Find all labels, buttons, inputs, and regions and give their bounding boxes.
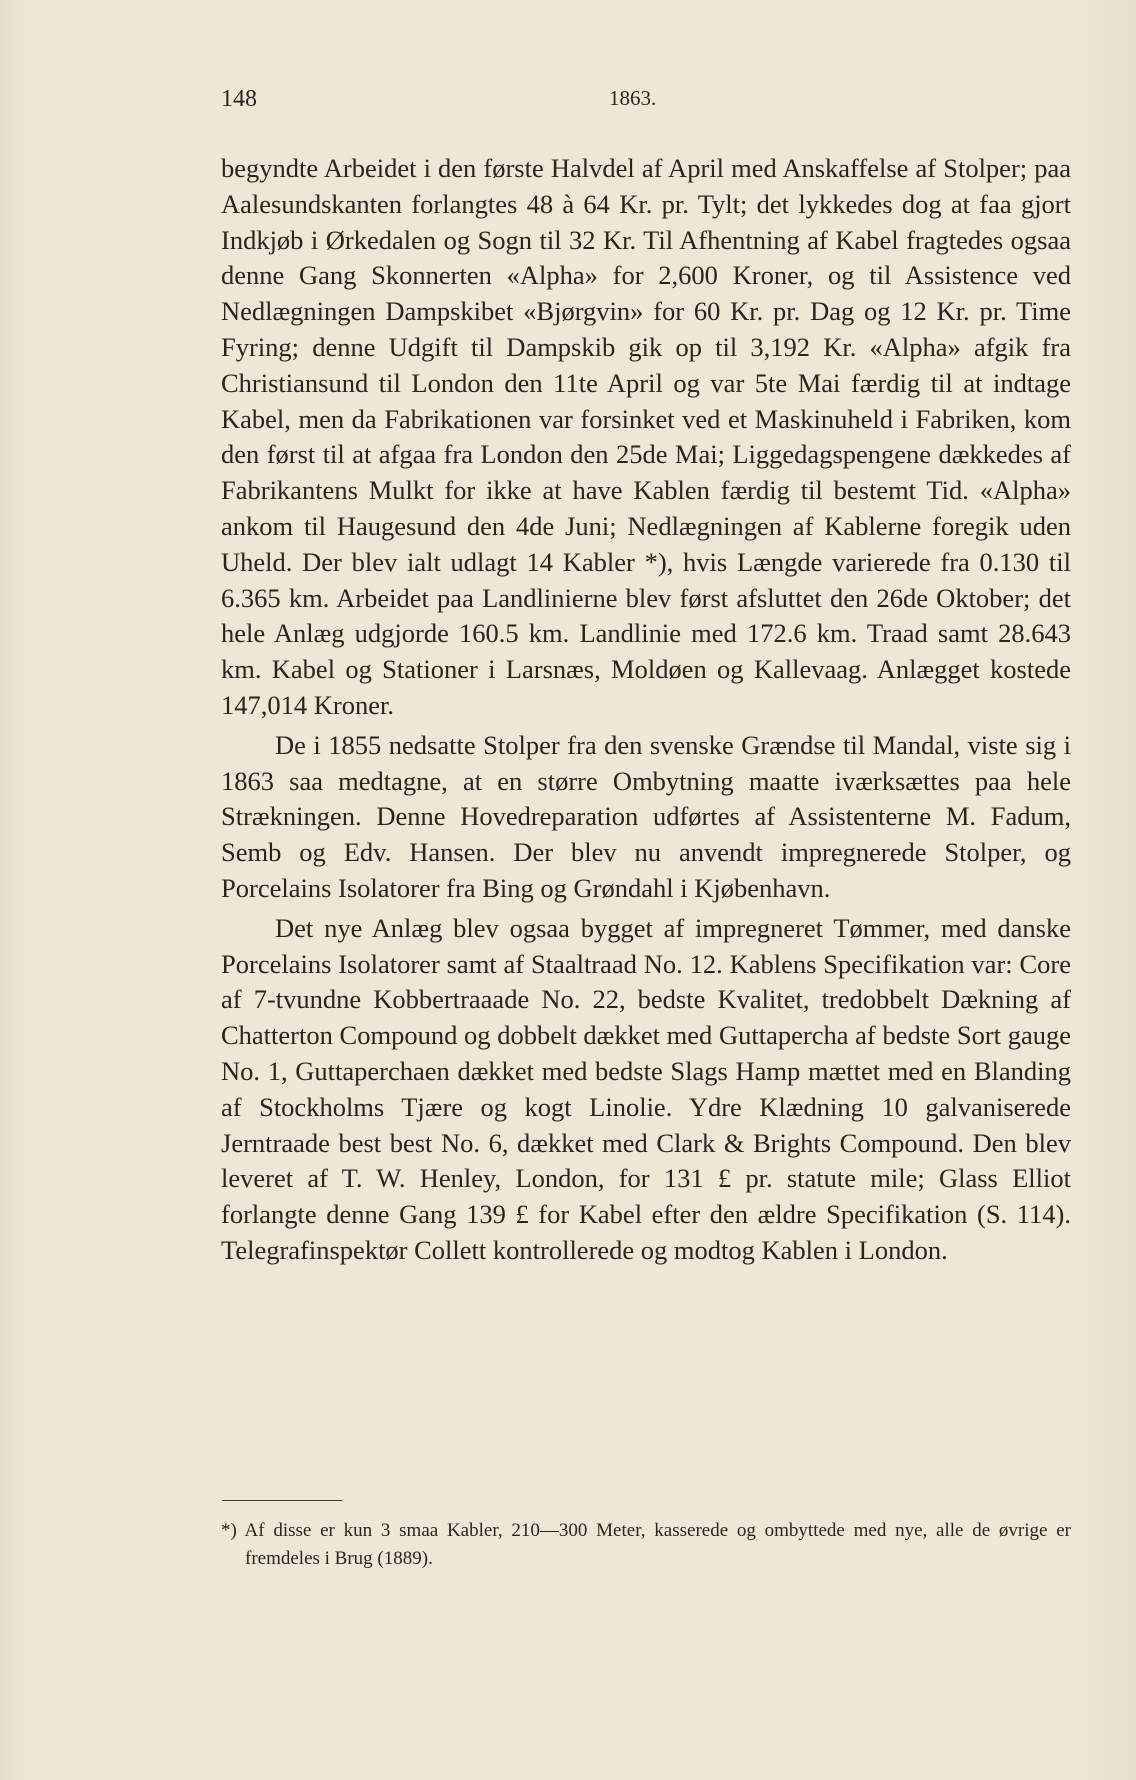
running-title: 1863.: [609, 86, 657, 110]
paragraph: Det nye Anlæg blev ogsaa bygget af impregneret Tømmer, med danske Porcelains Isolatorer samt af Staaltraad No. 12. Kablens Specifikation var: Core af 7-tvundne Kobbertraaade No. 22, bedste Kvalitet, tredobbelt Dækning af Chatterton Compound og dobbelt dækket med Guttapercha af bedste Sort gauge No. 1, Guttaperchaen dækket med bedste Slags Hamp mættet med en Blanding af Stockholms Tjære og kogt Linolie. Ydre Klædning 10 galvaniserede Jerntraade best best No. 6, dækket med Clark & Brights Compound. Den blev leveret af T. W. Henley, London, for 131 £ pr. statute mile; Glass Elliot forlangte denne Gang 139 £ for Kabel efter den ældre Specifikation (S. 114). Telegrafinspektør Collett kontrollerede og modtog Kablen i London.: [221, 912, 1071, 1265]
footnote-text: *) Af disse er kun 3 smaa Kabler, 210—300 Meter, kasserede og ombyttede med nye, alle de øvrige er fremdeles i Brug (1889).: [221, 1520, 1071, 1569]
paragraph: begyndte Arbeidet i den første Halvdel af April med Anskaffelse af Stolper; paa Aalesundskanten forlangtes 48 à 64 Kr. pr. Tylt; det lykkedes dog at faa gjort Indkjøb i Ørkedalen og Sogn til 32 Kr. Til Afhentning af Kabel fragtedes ogsaa denne Gang Skonnerten «Alpha» for 2,600 Kroner, og til Assistence ved Nedlægningen Dampskibet «Bjørgvin» for 60 Kr. pr. Dag og 12 Kr. pr. Time Fyring; denne Udgift til Dampskib gik op til 3,192 Kr. «Alpha» afgik fra Christiansund til London den 11te April og var 5te Mai færdig til at indtage Kabel, men da Fabrikationen var forsinket ved et Maskinuheld i Fabriken, kom den først til at afgaa fra London den 25de Mai; Liggedagspengene dækkedes af Fabrikantens Mulkt for ikke at have Kablen færdig til bestemt Tid. «Alpha» ankom til Haugesund den 4de Juni; Nedlægningen af Kablerne foregik uden Uheld. Der blev ialt udlagt 14 Kabler *), hvis Længde varierede fra 0.130 til 6.365 km. Arbeidet paa Landlinierne blev først afsluttet den 26de Oktober; det hele Anlæg udgjorde 160.5 km. Landlinie med 172.6 km. Traad samt 28.643 km. Kabel og Stationer i Larsnæs, Moldøen og Kallevaag. Anlægget kostede 147,014 Kroner.: [221, 153, 1071, 720]
body-text: [221, 151, 1071, 1273]
footnote-divider: [222, 1500, 342, 1501]
paragraph: De i 1855 nedsatte Stolper fra den svenske Grændse til Mandal, viste sig i 1863 saa medtagne, at en større Ombytning maatte iværksættes paa hele Strækningen. Denne Hovedreparation udførtes af Assistenterne M. Fadum, Semb og Edv. Hansen. Der blev nu anvendt impregnerede Stolper, og Porcelains Isolatorer fra Bing og Grøndahl i Kjøbenhavn.: [221, 729, 1071, 903]
footnote: [221, 1517, 1071, 1573]
page-number: 148: [221, 86, 257, 112]
page-header: [221, 86, 1071, 116]
